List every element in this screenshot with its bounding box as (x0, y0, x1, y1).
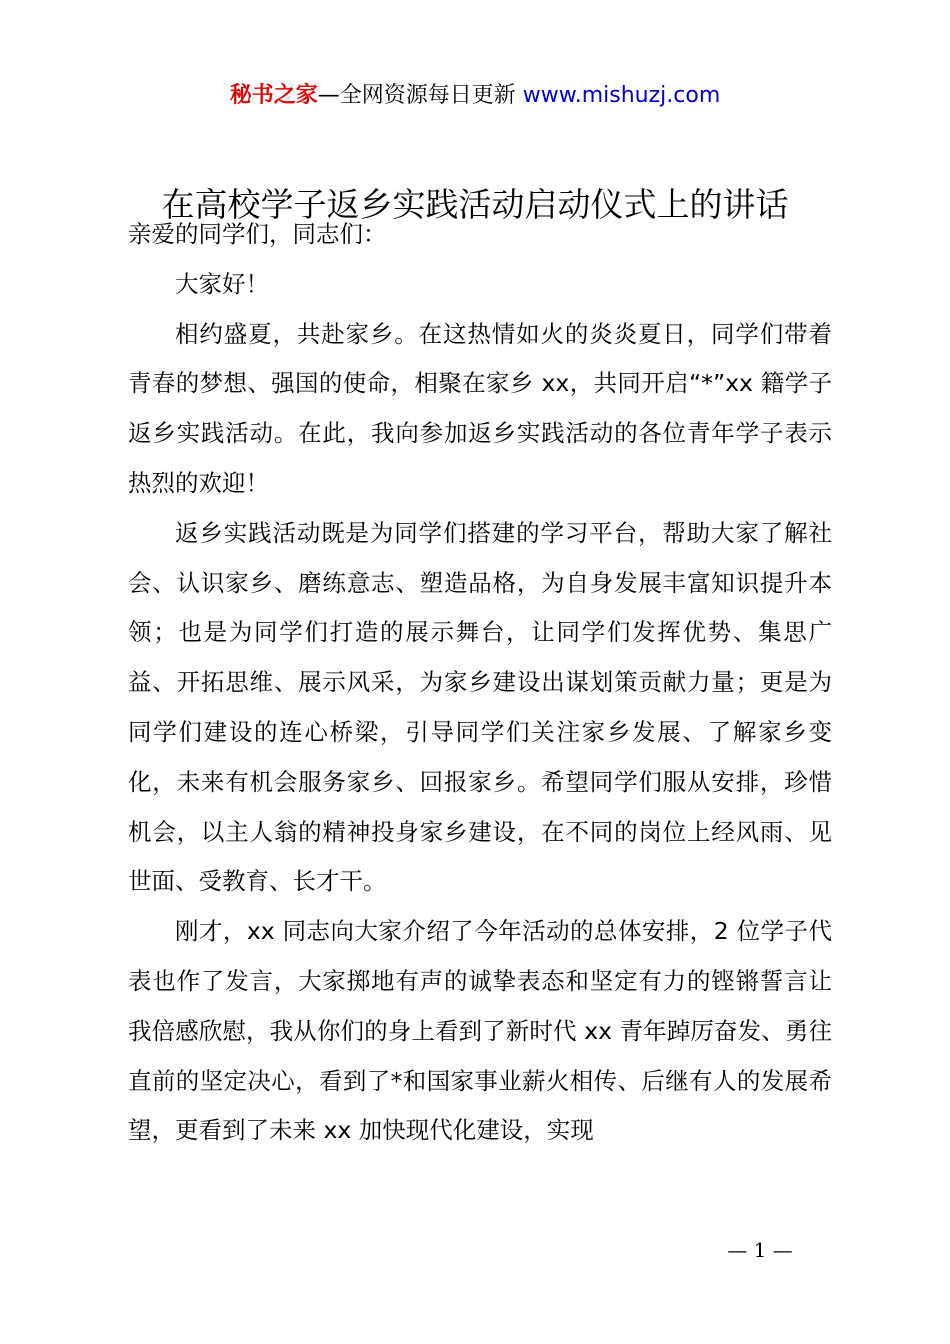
document-body (128, 210, 832, 1156)
salutation: 亲爱的同学们，同志们： (128, 220, 387, 248)
site-brand-name: 秘书之家 (229, 83, 318, 108)
site-tagline: —全网资源每日更新 (317, 83, 523, 108)
site-url-link[interactable]: www.mishuzj.com (522, 83, 721, 108)
body-paragraph-3: 刚才，xx 同志向大家介绍了今年活动的总体安排，2 位学子代表也作了发言，大家掷地有声的诚挚表态和坚定有力的铿锵誓言让我倍感欣慰，我从你们的身上看到了新时代 xx 青年踔厉奋发、勇往直前的坚定决心，看到了*和国家事业薪火相传、后继有人的发展希望，更看到了未来 xx 加快现代化建设，实现 (128, 917, 832, 1145)
body-paragraph-1: 相约盛夏，共赴家乡。在这热情如火的炎炎夏日，同学们带着青春的梦想、强国的使命，相聚在家乡 xx，共同开启“*”xx 籍学子返乡实践活动。在此，我向参加返乡实践活动的各位青年学子表示热烈的欢迎！ (128, 319, 832, 497)
page-number: — 1 — (727, 1238, 793, 1262)
greeting: 大家好！ (175, 269, 269, 298)
body-paragraph-2: 返乡实践活动既是为同学们搭建的学习平台，帮助大家了解社会、认识家乡、磨练意志、塑造品格，为自身发展丰富知识提升本领；也是为同学们打造的展示舞台，让同学们发挥优势、集思广益、开拓思维、展示风采，为家乡建设出谋划策贡献力量；更是为同学们建设的连心桥梁，引导同学们关注家乡发展、了解家乡变化，未来有机会服务家乡、回报家乡。希望同学们服从安排，珍惜机会，以主人翁的精神投身家乡建设，在不同的岗位上经风雨、见世面、受教育、长才干。 (128, 518, 832, 896)
document-title: 在高校学子返乡实践活动启动仪式上的讲话 (161, 185, 789, 224)
site-header-banner (0, 80, 950, 112)
